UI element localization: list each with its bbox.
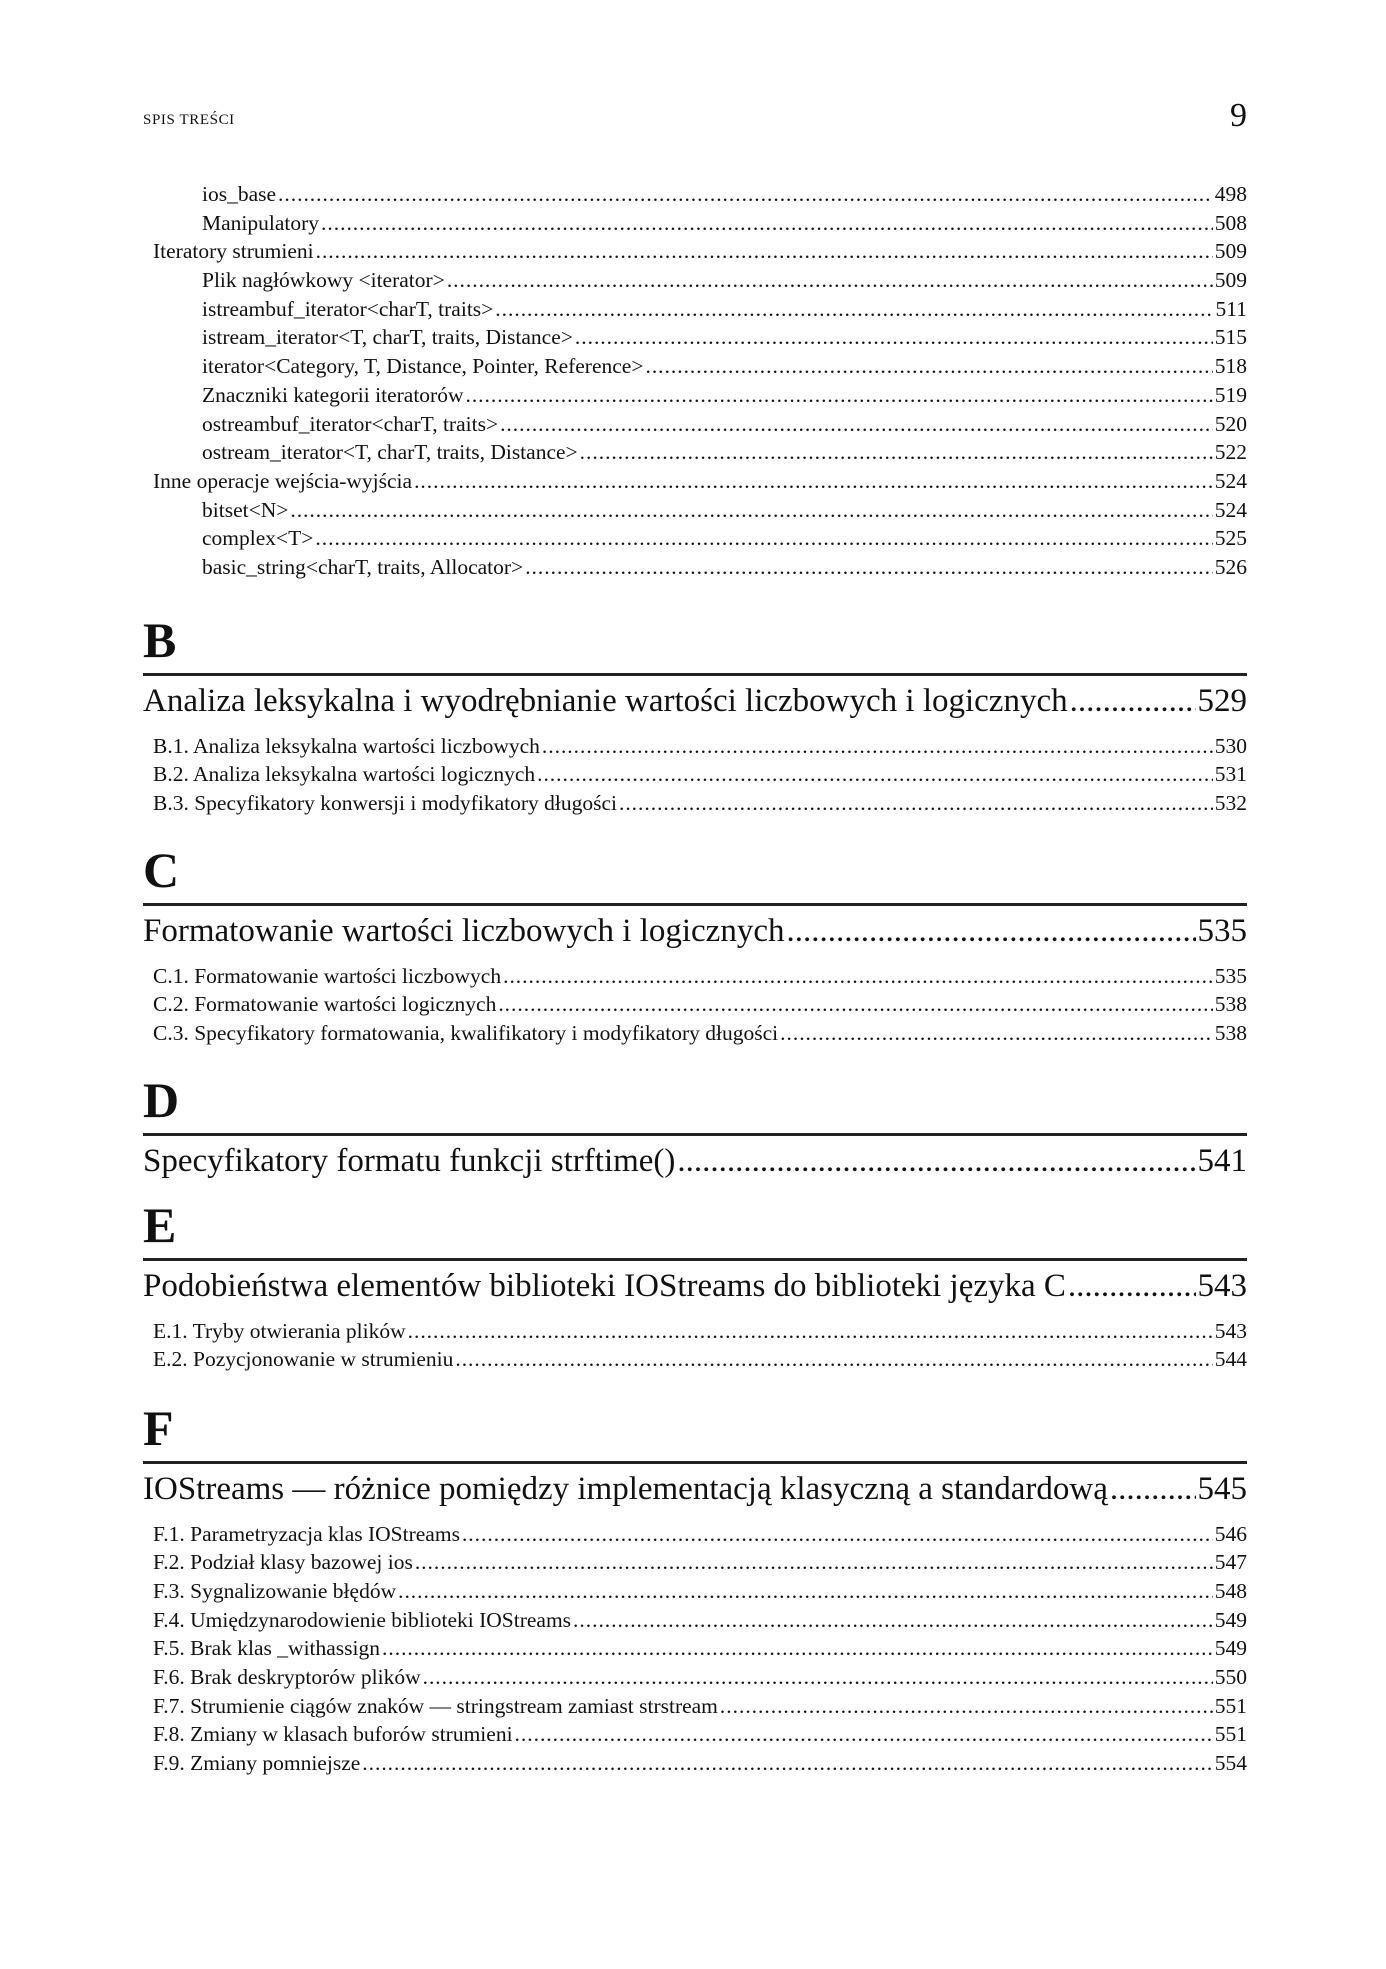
page-number: 9 — [1230, 97, 1247, 134]
appendix-heading-title: Podobieństwa elementów biblioteki IOStreams do biblioteki języka C — [143, 1267, 1066, 1304]
dot-leader — [382, 1636, 1213, 1661]
appendix-c — [143, 842, 1247, 1050]
toc-entry — [153, 211, 1247, 240]
appendix-entry — [153, 1579, 1247, 1608]
appendix-entry-page: 538 — [1214, 992, 1247, 1017]
appendix-entry — [153, 1021, 1247, 1050]
toc-entry-title: basic_string<charT, traits, Allocator> — [202, 554, 524, 579]
appendix-heading-title: Analiza leksykalna i wyodrębnianie wartości liczbowych i logicznych — [143, 682, 1068, 719]
toc-entry — [153, 268, 1247, 297]
dot-leader — [500, 412, 1213, 437]
dot-leader — [415, 1550, 1213, 1575]
dot-leader — [537, 762, 1213, 787]
toc-entry — [153, 239, 1247, 268]
appendix-entry-title: E.1. Tryby otwierania plików — [153, 1318, 406, 1343]
dot-leader — [720, 1694, 1213, 1719]
dot-leader — [362, 1751, 1212, 1776]
dot-leader — [525, 555, 1213, 580]
toc-entry-page: 498 — [1214, 182, 1247, 206]
dot-leader — [573, 1608, 1213, 1633]
toc-entry — [153, 354, 1247, 383]
toc-entry-page: 509 — [1214, 239, 1247, 264]
appendix-entry — [153, 1636, 1247, 1665]
dot-leader — [278, 182, 1213, 207]
appendix-entry-title: C.1. Formatowanie wartości liczbowych — [153, 963, 502, 988]
appendix-entry-list — [143, 1522, 1247, 1780]
toc-entry — [153, 440, 1247, 469]
appendix-entry-title: B.2. Analiza leksykalna wartości logicznych — [153, 762, 536, 787]
dot-leader — [455, 1347, 1212, 1372]
appendix-entry-title: F.9. Zmiany pomniejsze — [153, 1751, 361, 1775]
toc-entry-title: istreambuf_iterator<charT, traits> — [202, 296, 494, 321]
appendix-entry-page: 554 — [1214, 1751, 1247, 1775]
appendix-entry-list — [143, 964, 1247, 1050]
appendix-entry-title: F.1. Parametryzacja klas IOStreams — [153, 1521, 460, 1546]
appendix-heading-title: Formatowanie wartości liczbowych i logicznych — [143, 912, 785, 949]
appendix-entry — [153, 992, 1247, 1021]
appendix-entry-title: F.3. Sygnalizowanie błędów — [153, 1578, 397, 1603]
dot-leader — [423, 1665, 1213, 1690]
appendix-entry — [153, 1722, 1247, 1751]
toc-entry — [153, 325, 1247, 354]
toc-entry-title: ostream_iterator<T, charT, traits, Distance> — [202, 440, 578, 465]
dot-leader — [465, 383, 1212, 408]
appendix-heading-title: Specyfikatory formatu funkcji strftime() — [143, 1142, 676, 1179]
appendix-heading-page: 529 — [1197, 682, 1247, 719]
appendix-entry-page: 550 — [1214, 1664, 1247, 1689]
appendix-letter: C — [143, 842, 180, 898]
appendix-entry-page: 548 — [1214, 1578, 1247, 1603]
appendix-heading — [143, 1464, 1247, 1514]
appendix-entry — [153, 1319, 1247, 1348]
toc-entry — [153, 412, 1247, 441]
toc-entry-title: ios_base — [202, 182, 277, 206]
toc-entry-title: iterator<Category, T, Distance, Pointer, Reference> — [202, 354, 644, 379]
dot-leader — [1070, 676, 1196, 726]
dot-leader — [515, 1722, 1213, 1747]
appendix-entry-title: C.2. Formatowanie wartości logicznych — [153, 992, 497, 1017]
running-header — [143, 95, 1247, 135]
toc-entry-title: Znaczniki kategorii iteratorów — [202, 382, 464, 407]
toc-entry — [153, 469, 1247, 498]
toc-entry — [153, 555, 1247, 584]
appendix-entry-page: 549 — [1214, 1607, 1247, 1632]
dot-leader — [316, 239, 1213, 264]
appendix-letter: E — [143, 1197, 177, 1253]
toc-entry-title: bitset<N> — [202, 497, 289, 522]
toc-entry-page: 526 — [1214, 554, 1247, 579]
appendix-entry — [153, 964, 1247, 993]
dot-leader — [447, 268, 1213, 293]
dot-leader — [580, 440, 1213, 465]
dot-leader — [495, 297, 1213, 322]
appendix-entry-list — [143, 734, 1247, 820]
appendix-entry — [153, 1550, 1247, 1579]
toc-entry — [153, 526, 1247, 555]
appendix-entry-title: B.3. Specyfikatory konwersji i modyfikatory długości — [153, 790, 617, 815]
appendix-entry — [153, 734, 1247, 763]
dot-leader — [315, 526, 1212, 551]
toc-continued-section — [153, 182, 1247, 584]
appendix-entry-page: 543 — [1214, 1318, 1247, 1343]
appendix-entry — [153, 1665, 1247, 1694]
appendix-letter: B — [143, 612, 177, 668]
dot-leader — [398, 1579, 1213, 1604]
appendix-heading — [143, 676, 1247, 726]
appendix-entry — [153, 1694, 1247, 1723]
appendix-entry-page: 532 — [1214, 790, 1247, 815]
appendix-heading-page: 543 — [1197, 1267, 1247, 1304]
toc-entry-page: 520 — [1214, 411, 1247, 436]
appendix-d — [143, 1072, 1247, 1186]
appendix-entry — [153, 1347, 1247, 1376]
toc-entry-page: 522 — [1214, 440, 1247, 465]
appendix-entry-page: 538 — [1214, 1020, 1247, 1045]
toc-entry — [153, 498, 1247, 527]
toc-entry-title: complex<T> — [202, 526, 314, 551]
dot-leader — [619, 791, 1213, 816]
dot-leader — [414, 469, 1213, 494]
appendix-entry-title: F.8. Zmiany w klasach buforów strumieni — [153, 1722, 513, 1747]
dot-leader — [408, 1319, 1213, 1344]
appendix-entry-title: F.7. Strumienie ciągów znaków — stringstream zamiast strstream — [153, 1693, 718, 1718]
appendix-entry — [153, 1608, 1247, 1637]
toc-entry-title: Manipulatory — [202, 210, 320, 235]
appendix-entry-title: F.4. Umiędzynarodowienie biblioteki IOStreams — [153, 1607, 572, 1632]
appendix-entry — [153, 762, 1247, 791]
appendix-b — [143, 612, 1247, 820]
appendix-entry-page: 531 — [1214, 762, 1247, 787]
appendix-heading-page: 545 — [1197, 1470, 1247, 1507]
dot-leader — [503, 964, 1213, 989]
appendix-entry-page: 530 — [1214, 733, 1247, 758]
appendix-entry-title: F.5. Brak klas _withassign — [153, 1636, 381, 1661]
toc-entry-page: 519 — [1214, 382, 1247, 407]
dot-leader — [498, 992, 1212, 1017]
dot-leader — [321, 211, 1213, 236]
dot-leader — [677, 1136, 1195, 1186]
appendix-letter: F — [143, 1400, 174, 1456]
toc-entry — [153, 182, 1247, 211]
appendix-entry-page: 551 — [1214, 1722, 1247, 1747]
appendix-heading-title: IOStreams — różnice pomiędzy implementacją klasyczną a standardową — [143, 1470, 1108, 1507]
appendix-entry-page: 547 — [1214, 1550, 1247, 1575]
running-title: SPIS TREŚCI — [143, 112, 235, 128]
appendix-entry-title: F.2. Podział klasy bazowej ios — [153, 1550, 413, 1575]
appendix-heading — [143, 906, 1247, 956]
appendix-entry — [153, 791, 1247, 820]
toc-entry-title: Inne operacje wejścia-wyjścia — [153, 468, 413, 493]
toc-entry-page: 515 — [1214, 325, 1247, 350]
toc-entry-title: istream_iterator<T, charT, traits, Distance> — [202, 325, 573, 350]
appendix-heading — [143, 1261, 1247, 1311]
appendix-f — [143, 1400, 1247, 1780]
appendix-entry-title: C.3. Specyfikatory formatowania, kwalifikatory i modyfikatory długości — [153, 1020, 779, 1045]
toc-entry-page: 511 — [1215, 296, 1247, 321]
appendix-entry-page: 544 — [1214, 1347, 1247, 1372]
appendix-heading-page: 541 — [1197, 1142, 1247, 1179]
appendix-entry — [153, 1522, 1247, 1551]
appendix-entry-title: E.2. Pozycjonowanie w strumieniu — [153, 1347, 454, 1372]
toc-entry-page: 518 — [1214, 354, 1247, 379]
dot-leader — [1068, 1261, 1196, 1311]
appendix-entry-page: 551 — [1214, 1693, 1247, 1718]
appendix-entry-page: 546 — [1214, 1521, 1247, 1546]
appendix-entry-title: B.1. Analiza leksykalna wartości liczbowych — [153, 733, 540, 758]
appendix-entry-list — [143, 1319, 1247, 1376]
appendix-entry-page: 549 — [1214, 1636, 1247, 1661]
dot-leader — [645, 354, 1212, 379]
toc-entry-page: 524 — [1214, 497, 1247, 522]
toc-entry-page: 509 — [1214, 268, 1247, 293]
toc-entry-page: 508 — [1214, 210, 1247, 235]
toc-entry-title: Plik nagłówkowy <iterator> — [202, 268, 445, 293]
dot-leader — [290, 498, 1212, 523]
appendix-heading-page: 535 — [1197, 912, 1247, 949]
dot-leader — [1110, 1464, 1196, 1514]
toc-entry — [153, 383, 1247, 412]
appendix-entry-page: 535 — [1214, 963, 1247, 988]
toc-entry-page: 524 — [1214, 468, 1247, 493]
appendix-letter: D — [143, 1072, 180, 1128]
toc-entry — [153, 297, 1247, 326]
dot-leader — [786, 906, 1195, 956]
appendix-entry-title: F.6. Brak deskryptorów plików — [153, 1664, 421, 1689]
appendix-e — [143, 1197, 1247, 1376]
dot-leader — [575, 325, 1213, 350]
toc-entry-title: ostreambuf_iterator<charT, traits> — [202, 411, 499, 436]
dot-leader — [462, 1522, 1213, 1547]
dot-leader — [542, 734, 1213, 759]
toc-entry-page: 525 — [1214, 526, 1247, 551]
appendix-entry — [153, 1751, 1247, 1780]
toc-entry-title: Iteratory strumieni — [153, 239, 314, 264]
dot-leader — [780, 1021, 1213, 1046]
appendix-heading — [143, 1136, 1247, 1186]
